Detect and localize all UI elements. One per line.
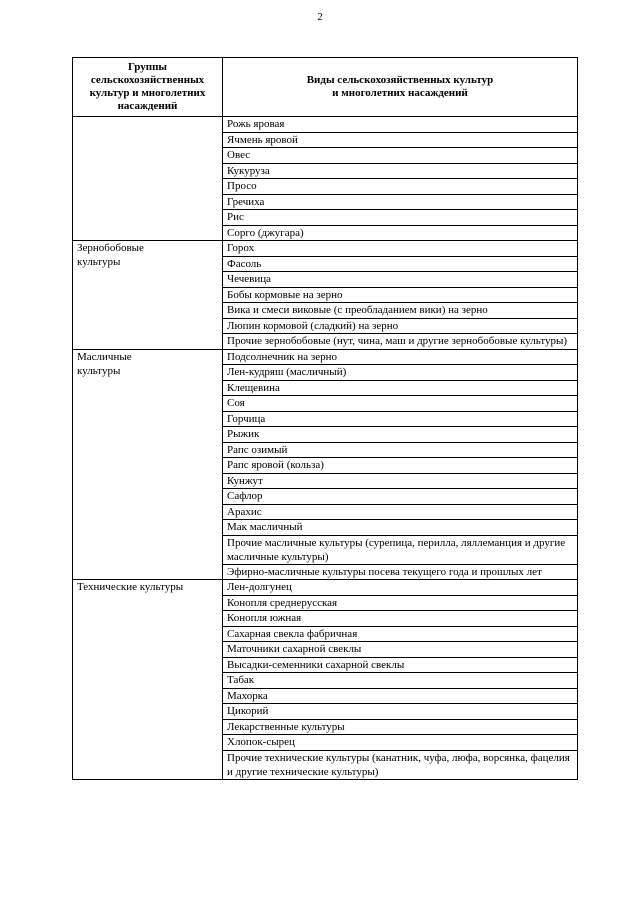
table-body bbox=[73, 117, 578, 780]
table-row bbox=[73, 241, 578, 257]
crop-cell: Эфирно-масличные культуры посева текущего года и прошлых лет bbox=[223, 564, 578, 580]
table-row bbox=[73, 349, 578, 365]
crop-cell: Горчица bbox=[223, 411, 578, 427]
crop-cell: Прочие зернобобовые (нут, чина, маш и другие зернобобовые культуры) bbox=[223, 334, 578, 350]
crop-cell: Табак bbox=[223, 673, 578, 689]
crop-cell: Рыжик bbox=[223, 427, 578, 443]
crop-cell: Ячмень яровой bbox=[223, 132, 578, 148]
crop-cell: Рис bbox=[223, 210, 578, 226]
crop-cell: Хлопок-сырец bbox=[223, 735, 578, 751]
crop-cell: Лекарственные культуры bbox=[223, 719, 578, 735]
crop-cell: Арахис bbox=[223, 504, 578, 520]
crop-cell: Клещевина bbox=[223, 380, 578, 396]
crop-cell: Просо bbox=[223, 179, 578, 195]
crop-cell: Прочие технические культуры (канатник, чуфа, люфа, ворсянка, фацелия и другие технические культуры) bbox=[223, 750, 578, 779]
crop-cell: Бобы кормовые на зерно bbox=[223, 287, 578, 303]
crop-cell: Прочие масличные культуры (сурепица, перилла, ляллеманция и другие масличные культуры) bbox=[223, 535, 578, 564]
crop-cell: Лен-кудряш (масличный) bbox=[223, 365, 578, 381]
group-name-cell: Зернобобовые культуры bbox=[73, 241, 223, 350]
crop-cell: Овес bbox=[223, 148, 578, 164]
group-name-cell bbox=[73, 117, 223, 241]
table-header-row bbox=[73, 58, 578, 117]
crop-cell: Цикорий bbox=[223, 704, 578, 720]
crop-cell: Лен-долгунец bbox=[223, 580, 578, 596]
crop-cell: Подсолнечник на зерно bbox=[223, 349, 578, 365]
table-row bbox=[73, 580, 578, 596]
crop-cell: Гречиха bbox=[223, 194, 578, 210]
crop-cell: Вика и смеси виковые (с преобладанием вики) на зерно bbox=[223, 303, 578, 319]
crop-cell: Кунжут bbox=[223, 473, 578, 489]
crop-cell: Сахарная свекла фабричная bbox=[223, 626, 578, 642]
header-groups: Группы сельскохозяйственных культур и многолетних насаждений bbox=[73, 58, 223, 117]
crop-cell: Конопля южная bbox=[223, 611, 578, 627]
crop-cell: Маточники сахарной свеклы bbox=[223, 642, 578, 658]
crop-cell: Люпин кормовой (сладкий) на зерно bbox=[223, 318, 578, 334]
crop-cell: Рапс озимый bbox=[223, 442, 578, 458]
crop-cell: Рожь яровая bbox=[223, 117, 578, 133]
page-number: 2 bbox=[317, 11, 323, 23]
crop-cell: Горох bbox=[223, 241, 578, 257]
crops-table bbox=[72, 57, 578, 780]
crop-cell: Высадки-семенники сахарной свеклы bbox=[223, 657, 578, 673]
crop-cell: Сорго (джугара) bbox=[223, 225, 578, 241]
header-crop-types: Виды сельскохозяйственных культур и многолетних насаждений bbox=[223, 58, 578, 117]
table-row bbox=[73, 117, 578, 133]
group-name-cell: Масличные культуры bbox=[73, 349, 223, 580]
group-name-cell: Технические культуры bbox=[73, 580, 223, 780]
crop-cell: Мак масличный bbox=[223, 520, 578, 536]
crop-cell: Рапс яровой (кольза) bbox=[223, 458, 578, 474]
crop-cell: Сафлор bbox=[223, 489, 578, 505]
crop-cell: Конопля среднерусская bbox=[223, 595, 578, 611]
crop-cell: Чечевица bbox=[223, 272, 578, 288]
crop-cell: Махорка bbox=[223, 688, 578, 704]
crop-cell: Соя bbox=[223, 396, 578, 412]
crop-cell: Кукуруза bbox=[223, 163, 578, 179]
crop-cell: Фасоль bbox=[223, 256, 578, 272]
